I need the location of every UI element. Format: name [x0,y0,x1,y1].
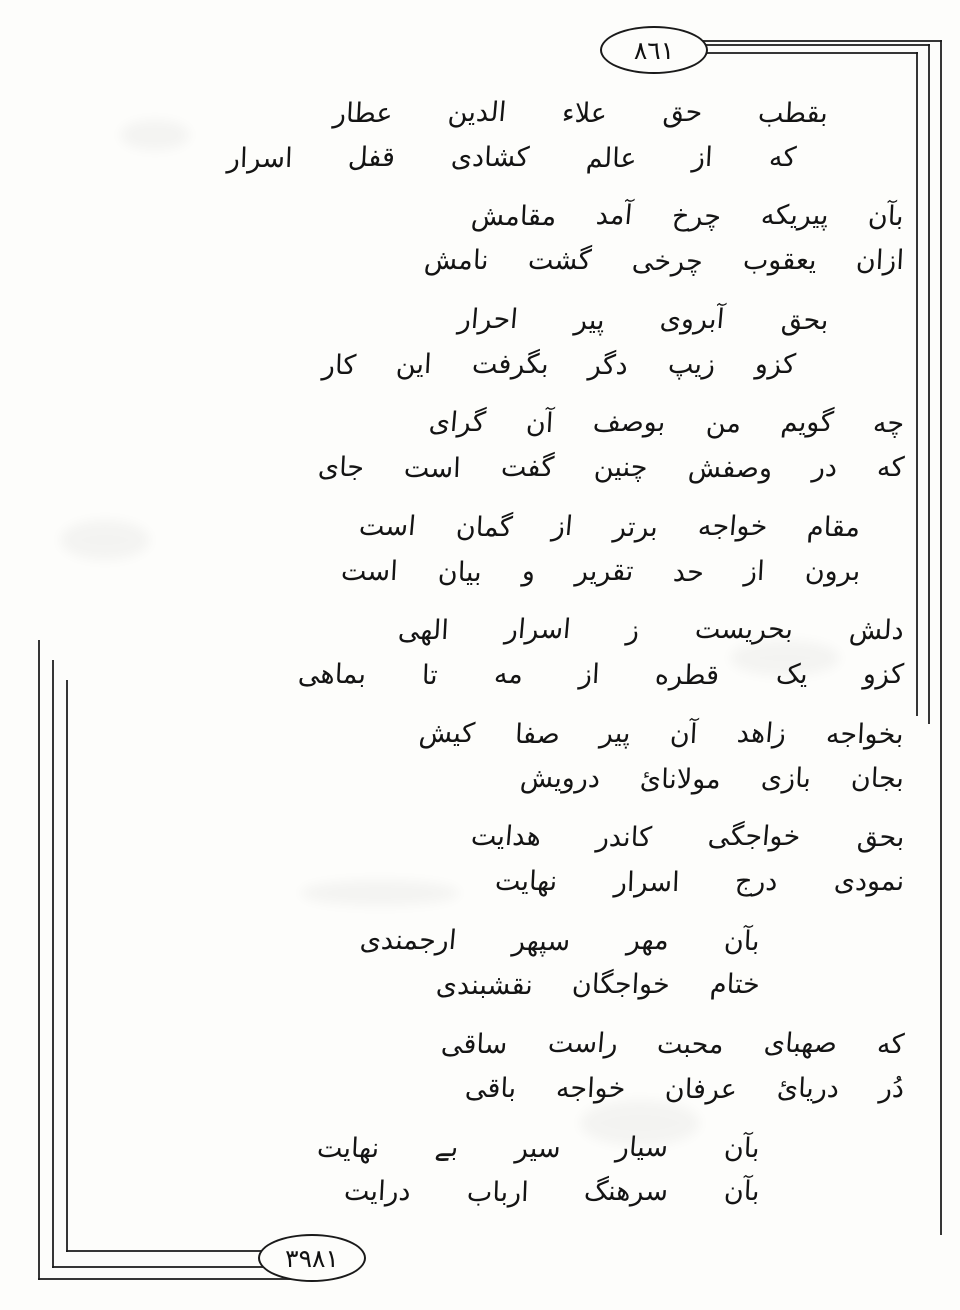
verse-word: بآن [723,1176,761,1208]
verse-word: زیپ [667,348,717,380]
verse-word: کزو [754,348,797,380]
verse-word: چرخی [631,246,704,278]
verse-word: بحق [779,304,829,336]
verse-word: بماهی [297,659,367,691]
couplet [90,299,920,386]
verse-word: عرفان [664,1073,738,1105]
verse-line [90,1067,920,1111]
verse-word: خواجه [554,1072,626,1104]
verse-word: ارباب [466,1177,529,1209]
verse-word: دُر [878,1072,905,1104]
page-number-top: ٨٦١ [600,26,708,74]
verse-word: مقام [806,511,861,543]
verse-word: بحریست [694,614,795,646]
verse-line [90,402,920,446]
verse-word: باقی [463,1072,517,1104]
verse-word: درویش [519,762,602,794]
verse-word: است [403,453,462,485]
verse-word: پیریکه [759,200,830,232]
verse-word: برون [803,555,861,587]
border-rule-left-inner [66,680,68,1252]
verse-word: قفل [347,141,397,173]
verse-word: کشادی [450,141,531,173]
verse-word: ختام [709,969,761,1001]
verse-word: بآن [723,1132,761,1164]
verse-word: نقشبندی [434,970,533,1002]
verse-word: جای [317,452,366,484]
border-rule-right-middle [928,44,930,724]
verse-line [90,1023,920,1067]
verse-word: خواجه [696,510,769,542]
verse-word: برتر [611,511,659,543]
verse-line [90,136,920,180]
couplet [90,816,920,903]
verse-word: سیار [615,1131,670,1163]
verse-line [90,860,920,904]
couplet [90,1127,920,1214]
couplet [90,920,920,1007]
border-rule-left-middle [52,660,54,1268]
border-rule-bottom-outer [38,1278,300,1280]
verse-word: یعقوب [741,245,817,277]
verse-word: راست [546,1028,619,1060]
verse-word: و [520,555,536,587]
verse-word: از [743,555,766,587]
verse-word: ساقی [440,1029,509,1061]
couplet [90,713,920,800]
verse-word: از [691,141,714,173]
couplet [90,195,920,282]
verse-word: وصفش [686,453,773,485]
couplet [90,609,920,696]
verse-word: اسرار [226,142,293,174]
border-rule-bottom-middle [52,1266,288,1268]
verse-word: گشت [527,245,593,277]
verse-line [90,920,920,964]
verse-body [90,92,920,1230]
verse-word: بآن [723,925,761,957]
verse-word: هدایت [469,821,542,853]
verse-word: سرهنگ [583,1176,670,1208]
verse-word: حد [672,556,705,588]
verse-word: بخواجه [825,718,905,750]
couplet [90,506,920,593]
verse-word: چرخ [671,201,722,233]
verse-line [90,757,920,801]
verse-word: درج [734,866,779,898]
verse-word: عطار [331,98,393,129]
verse-word: الهی [397,615,450,647]
verse-line [90,1170,920,1214]
verse-word: بگرفت [470,348,550,380]
verse-word: کیش [418,717,477,749]
verse-line [90,446,920,490]
verse-word: مهر [625,924,670,956]
couplet [90,402,920,489]
verse-word: که [875,1029,905,1061]
verse-word: سپهر [511,925,572,957]
verse-word: ز [625,615,641,647]
verse-line [90,92,920,136]
verse-word: قطره [654,660,721,692]
verse-line [90,506,920,550]
verse-word: نهایت [494,866,559,898]
verse-word: بجان [850,762,905,794]
verse-word: گمان [454,511,514,543]
verse-word: بحق [855,822,905,854]
verse-line [90,1127,920,1171]
verse-word: آبروی [659,303,727,335]
verse-word: یک [774,659,809,691]
verse-word: دلش [848,615,905,647]
verse-word: بیان [437,556,483,588]
verse-word: که [767,141,797,173]
verse-word: بوصف [591,407,667,439]
verse-word: حق [661,97,704,128]
verse-word: گویم [779,407,835,439]
verse-word: صفا [513,718,561,750]
verse-line [90,713,920,757]
verse-word: کاندر [595,822,654,854]
verse-word: عالم [584,142,637,174]
verse-word: نهایت [316,1132,381,1164]
verse-word: چنین [593,452,649,484]
verse-word: نمودی [832,866,905,898]
verse-word: چه [872,408,905,440]
verse-word: است [357,510,418,542]
verse-word: بازی [760,762,812,794]
verse-word: مولانائ [639,763,722,795]
verse-word: آن [525,408,555,440]
verse-word: ازان [855,245,905,277]
verse-word: این [395,348,433,380]
verse-word: پیر [598,717,632,749]
verse-word: کزو [862,659,905,691]
couplet [90,1023,920,1110]
verse-word: من [704,408,742,440]
verse-word: ارجمندی [358,924,458,956]
verse-word: آمد [594,200,634,232]
verse-word: درایت [343,1176,412,1208]
verse-word: آن [669,718,699,750]
verse-word: تا [421,660,439,692]
verse-word: صهبای [762,1028,839,1060]
verse-line [90,195,920,239]
verse-word: خواجگی [707,821,803,853]
verse-line [90,343,920,387]
border-rule-top-inner [680,52,918,54]
verse-word: در [810,452,838,484]
verse-word: احرار [456,303,520,335]
verse-line [90,239,920,283]
border-rule-bottom-inner [66,1250,278,1252]
verse-word: خواجگان [571,969,672,1001]
verse-word: دگر [587,349,629,381]
verse-word: است [340,555,399,587]
verse-line [90,609,920,653]
verse-line [90,963,920,1007]
verse-word: الدین [446,97,508,128]
verse-word: پیر [573,304,606,336]
verse-line [90,550,920,594]
verse-word: از [550,510,575,542]
border-rule-top-middle [672,44,930,46]
border-rule-right-outer [940,40,942,1235]
verse-line [90,816,920,860]
verse-word: گرای [428,407,488,439]
verse-word: گفت [500,452,555,484]
verse-word: که [875,452,905,484]
verse-word: مقامش [469,201,557,233]
verse-word: زاهد [736,717,788,749]
couplet [90,92,920,179]
verse-word: بآن [867,201,905,233]
page-number-bottom: ٣٩٨١ [258,1234,366,1282]
verse-word: نامش [422,245,490,277]
verse-word: محبت [656,1029,725,1061]
verse-word: کار [321,349,357,381]
verse-word: سیر [513,1132,562,1164]
verse-word: اسرار [503,614,572,646]
verse-word: دریائ [776,1072,840,1104]
verse-word: از [578,659,601,691]
verse-word: تقریر [574,555,635,587]
verse-line [90,299,920,343]
verse-word: مه [493,659,524,691]
verse-word: اسرار [613,867,680,899]
verse-word: بقطب [757,98,829,129]
verse-line [90,653,920,697]
border-rule-left-outer [38,640,40,1280]
verse-word: علاء [561,98,608,129]
verse-word: بے [434,1131,461,1163]
